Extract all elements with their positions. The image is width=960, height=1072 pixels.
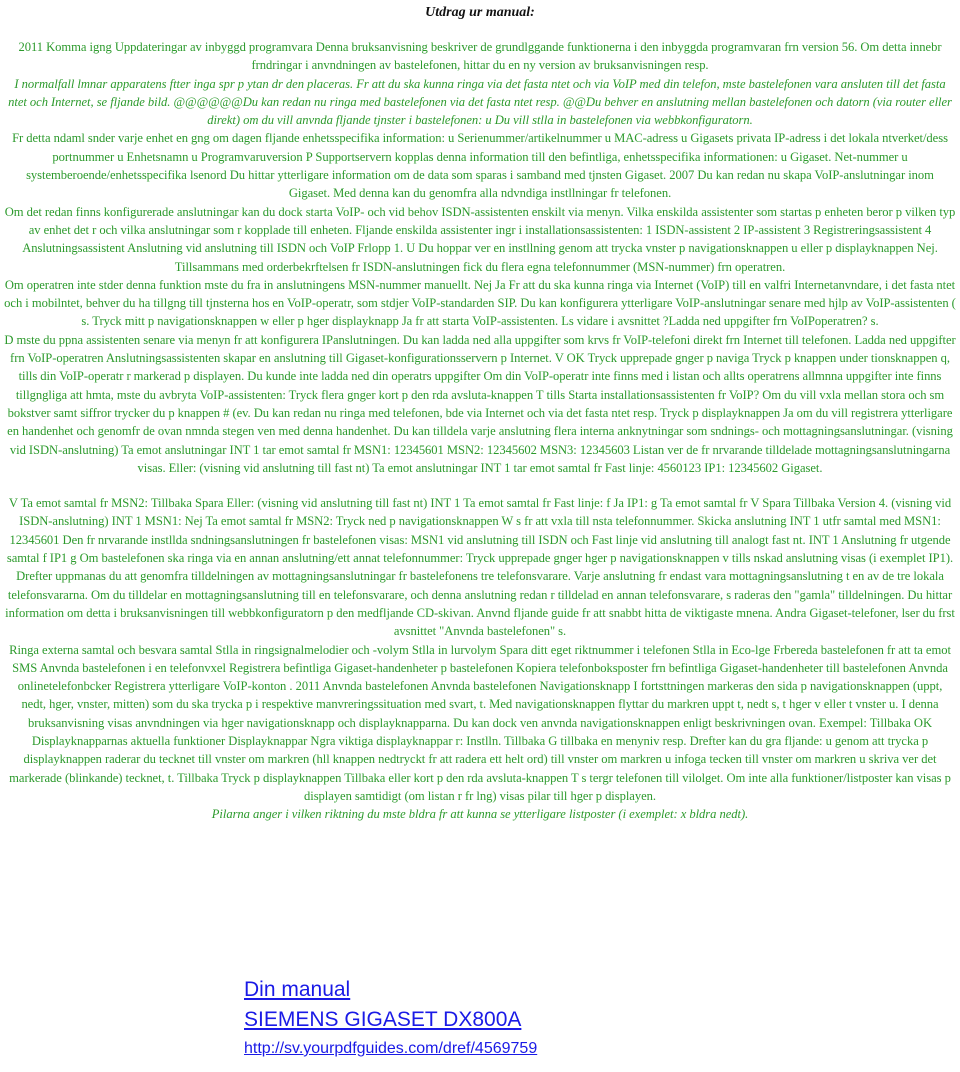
paragraph-gap [4,477,956,494]
manual-paragraph-p1: 2011 Komma igng Uppdateringar av inbyggd programvara Denna bruksanvisning beskriver de grundlggande funktionerna i den inbyggda programvaran frn version 56. Om detta innebr frndringar i anvndningen av bastelefonen, hittar du en ny version av bruksanvisningen resp. [18,40,942,73]
manual-text-body [4,38,956,823]
excerpt-heading: Utdrag ur manual: [425,5,535,20]
manual-paragraph-p4: Om det redan finns konfigurerade anslutningar kan du dock starta VoIP- och vid behov ISDN-assistenten enskilt via menyn. Vilka enskilda assistenter som startas p enheten beror p vilken typ av enhet det r och vilka anslutningar som r kopplade till enheten. Fljande enskilda assistenter ingr i installationsassistenten: 1 ISDN-assistent 2 IP-assistent 3 Registreringsassistent 4 Anslutningsassistent Anslutning vid anslutning till ISDN och VoIP Frlopp 1. U Du hoppar ver en instllning genom att trycka vnster p navigationsknappen u eller p displayknappen Nej. Tillsammans med orderbekrftelsen fr ISDN-anslutningen fick du flera egna telefonnummer (MSN-nummer) frn operatren. [4,204,956,274]
manual-url-link[interactable]: http://sv.yourpdfguides.com/dref/4569759 [244,1040,538,1057]
manual-paragraph-p7: V Ta emot samtal fr MSN2: Tillbaka Spara Eller: (visning vid anslutning till fast nt) INT 1 Ta emot samtal fr Fast linje: f Ja IP1: g Ta emot samtal fr V Spara Tillbaka Version 4. (visning vid ISDN-anslutning) INT 1 MSN1: Nej Ta emot samtal fr MSN2: Tryck ned p navigationsknappen W s fr att vxla till nsta telefonnummer. Skicka anslutning INT 1 utfr samtal med MSN1: 12345601 Den fr nrvarande instllda sndningsanslutningen fr bastelefonen visas: MSN1 vid anslutning till ISDN och Fast linje vid anslutning till analogt fast nt. INT 1 Anslutning fr utgende samtal f IP1 g Om bastelefonen ska ringa via en annan anslutning/ett annat telefonnummer: Tryck upprepade gnger hger p navigationsknappen v tills nskad anslutning visas (i exemplet IP1). Drefter uppmanas du att genomfra tilldelningen av mottagningsanslutningar fr bastelefonens tre telefonsvarare. Varje anslutning fr endast vara mottagningsanslutning t en av de tre lokala telefonsvararna. Om du tilldelar en mottagningsanslutning till en telefonsvarare, och denna anslutning redan r tilldelad en annan telefonsvarare, s raderas den "gamla" tilldelningen. Du hittar information om detta i bruksanvisningen till webbkonfiguratorn p den medfljande CD-skivan. Anvnd fljande guide fr att snabbt hitta de viktigaste mnena. Andra Gigaset-telefoner, lser du frst avsnittet "Anvnda bastelefonen" s. [5,496,955,639]
your-manual-link[interactable]: Din manual [244,978,351,1001]
manual-paragraph-p8: Ringa externa samtal och besvara samtal Stlla in ringsignalmelodier och -volym Stlla in lurvolym Spara ditt eget riktnummer i telefonen Stlla in Eco-lge Frbereda bastelefonen fr att ta emot SMS Anvnda bastelefonen i en telefonvxel Registrera befintliga Gigaset-handenheter p bastelefonen Kopiera telefonboksposter frn befintliga Gigaset-handenheter till bastelefonen Anvnda onlinetelefonbcker Registrera ytterligare VoIP-konton . 2011 Anvnda bastelefonen Anvnda bastelefonen Navigationsknapp I fortsttningen markeras den sida p navigationsknappen (uppt, nedt, hger, vnster, mitten) som du ska trycka p i respektive manvreringssituation med svart, t. Med navigationsknappen flyttar du markren uppt t, nedt s, t hger v eller t vnster u. I denna bruksanvisning visas anvndningen via hger navigationsknapp och displayknapparna. Du kan dock ven anvnda navigationsknappen enligt beskrivningen ovan. Exempel: Tillbaka OK Displayknapparnas aktuella funktioner Displayknappar Ngra viktiga displayknappar r: Instlln. Tillbaka G tillbaka en menyniv resp. Drefter kan du gra fljande: u genom att trycka p displayknappen raderar du tecknet till vnster om markren (hll knappen nedtryckt fr att radera ett helt ord) till vnster om markren u infoga tecken till vnster om markren u skriva ver det markerade (blinkande) tecknet, t. Tillbaka Tryck p displayknappen Tillbaka eller kort p den rda avsluta-knappen T s tergr telefonen till vilolget. Om inte alla funktioner/listposter kan visas p displayen samtidigt (om listan r fr lng) visas pilar till hger p displayen. [9,642,951,803]
footer-links [244,975,844,1061]
manual-paragraph-p2: I normalfall lmnar apparatens ftter inga spr p ytan dr den placeras. Fr att du ska kunna ringa via det fasta ntet och via VoIP med din telefon, mste bastelefonen vara ansluten till det fasta ntet och Internet, se fljande bild. @@@@@@Du kan redan nu ringa med bastelefonen via det fasta ntet resp. @@Du behver en anslutning mellan bastelefonen och datorn (via router eller direkt) om du vill anvnda fljande tjnster i bastelefonen: u Du vill stlla in bastelefonen via webbkonfiguratorn. [8,76,952,128]
manual-paragraph-p3: Fr detta ndaml snder varje enhet en gng om dagen fljande enhetsspecifika information: u Serienummer/artikelnummer u MAC-adress u Gigasets privata IP-adress i det lokala ntverket/dess portnummer u Enhetsnamn u Programvaruversion P Supportservern kopplas denna information till den befintliga, enhetsspecifika informationen: u Gigaset. Net-nummer u systemberoende/enhetsspecifika lsenord Du hittar ytterligare information om de data som sparas i samband med tjnsten Gigaset. 2007 Du kan redan nu skapa VoIP-anslutningar inom Gigaset. Med denna kan du genomfra alla ndvndiga instllningar fr telefonen. [12,131,948,201]
product-name-link[interactable]: SIEMENS GIGASET DX800A [244,1008,522,1031]
manual-paragraph-p9: Pilarna anger i vilken riktning du mste bldra fr att kunna se ytterligare listposter (i exemplet: x bldra nedt). [211,807,749,822]
manual-paragraph-p5: Om operatren inte stder denna funktion mste du fra in anslutningens MSN-nummer manuellt. Nej Ja Fr att du ska kunna ringa via Internet (VoIP) till en valfri Internetanvndare, i det fasta ntet och i mobilntet, behver du ha tillgng till tjnsterna hos en VoIP-operatr, som stdjer VoIP-standarden SIP. Du kan konfigurera ytterligare VoIP-anslutningar senare med hjlp av VoIP-assistenten ( s. Tryck mitt p navigationsknappen w eller p hger displayknapp Ja fr att starta VoIP-assistenten. Ls vidare i avsnittet ?Ladda ned uppgifter frn VoIPoperatren? s. [4,277,956,329]
manual-paragraph-p6: D mste du ppna assistenten senare via menyn fr att konfigurera IPanslutningen. Du kan ladda ned alla uppgifter som krvs fr VoIP-telefoni direkt frn Internet till telefonen. Ladda ned uppgifter frn VoIP-operatren Anslutningsassistenten skapar en anslutning till Gigaset-konfigurationsservern p Internet. V OK Tryck upprepade gnger p naviga Tryck p knappen under tionsknappen q, tills din VoIP-operatr r markerad p displayen. Du kunde inte ladda ned din operatrs uppgifter Om din VoIP-operatr inte finns med i listan och allts operatrens allmnna uppgifter inte finns tillgngliga att hmta, mste du avbryta VoIP-assistenten: Tryck flera gnger kort p den rda avsluta-knappen T tills Starta installationsassistenten fr VoIP? Om du vill vxla mellan stora och sm bokstver samt siffror trycker du p knappen # (ev. Du kan redan nu ringa med telefonen, bde via Internet och via det fasta ntet resp. Tryck p displayknappen Ja om du vill registrera ytterligare en handenhet och genomfr de ovan nmnda stegen ven med denna handenhet. Du kan tilldela varje anslutning flera interna anknytningar som sndnings- och mottagningsanslutningar. (visning vid ISDN-anslutning) Ta emot anslutningar INT 1 tar emot samtal fr MSN1: 12345601 MSN2: 12345602 MSN3: 12345603 Listan ver de fr nrvarande tilldelade mottagningsanslutningarna visas. Eller: (visning vid anslutning till fast nt) Ta emot anslutningar INT 1 tar emot samtal fr Fast linje: 4560123 IP1: 12345602 Gigaset. [4,332,956,475]
